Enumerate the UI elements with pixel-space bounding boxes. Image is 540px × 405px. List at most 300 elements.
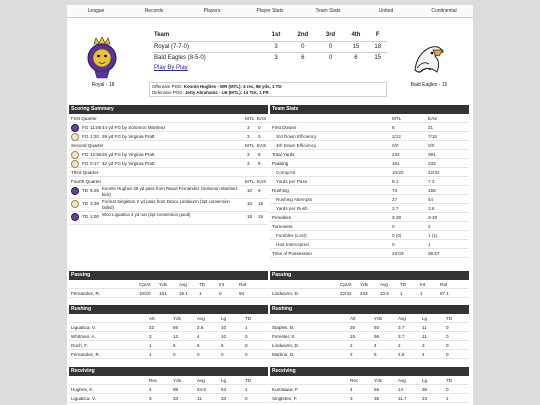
- passing-table-home: [69, 280, 268, 298]
- team-stat-mtl: 0: [392, 224, 395, 229]
- team-stat-row: [270, 204, 469, 213]
- away-q4: 6: [344, 52, 369, 63]
- quarter-header: [69, 177, 268, 186]
- scoring-summary-panel: [69, 105, 268, 225]
- nav-player-stats[interactable]: Player Stats: [256, 8, 284, 14]
- nav-league[interactable]: League: [87, 8, 105, 14]
- away-final: 15: [368, 52, 387, 63]
- rushing-stat: 0: [197, 352, 200, 357]
- play-eas-score: 3: [258, 134, 261, 139]
- home-team-name[interactable]: Royal: [154, 43, 170, 50]
- scoring-play-row[interactable]: [69, 123, 268, 132]
- play-description: Keonte Hughes 29 yd pass from Raoul Fernandez (Solomon Martinez kick): [102, 186, 238, 197]
- passing-col-rat: Rat: [239, 282, 247, 287]
- team-stat-eas: 36:57: [428, 251, 440, 256]
- team-stat-label: Passing: [272, 161, 289, 166]
- team-stat-label: Fumbles (Lost): [276, 233, 307, 238]
- team-stat-mtl: 0/0: [392, 143, 399, 148]
- team-stat-mtl: 234: [392, 152, 400, 157]
- rushing-panel-away: [270, 305, 469, 359]
- receiving-row: [69, 385, 268, 394]
- eas-header: EAS: [257, 116, 267, 121]
- rushing-stat: 3.7: [398, 325, 405, 330]
- eagles-team-icon: [71, 151, 79, 159]
- team-stats-eas-header: EAS: [428, 116, 438, 121]
- rushing-stat: 0: [245, 352, 248, 357]
- away-q1: 3: [264, 52, 288, 63]
- quarter-label: Third Quarter: [71, 170, 99, 175]
- team-stat-label: Yards per Rush: [276, 206, 308, 211]
- rushing-stat: 4: [374, 343, 377, 348]
- rushing-row: [270, 350, 469, 359]
- top-nav: [67, 5, 473, 18]
- rushing-stat: 2.5: [398, 352, 405, 357]
- team-stat-row: [270, 231, 469, 240]
- receiving-stat: 35: [374, 396, 380, 401]
- passing-row: [69, 289, 268, 298]
- team-stat-row: [270, 213, 469, 222]
- team-stats-body: [270, 123, 469, 258]
- rushing-stat: 6: [173, 343, 176, 348]
- rushing-stat: 11: [422, 325, 427, 330]
- team-stat-label: Time of Possession: [272, 251, 312, 256]
- team-stat-row: [270, 168, 469, 177]
- passing-col-cpat: Cp/At: [139, 282, 151, 287]
- away-team-record: (8-5-0): [187, 54, 206, 61]
- receiving-stat: 36: [422, 387, 428, 392]
- team-stat-eas: 2: [428, 224, 431, 229]
- mtl-header: MTL: [245, 143, 255, 148]
- offensive-pog-label: Offensive POG:: [152, 84, 183, 89]
- receiving-stat: 56: [374, 387, 380, 392]
- team-stat-eas: 233: [428, 161, 436, 166]
- passing-stat: 0: [219, 291, 222, 296]
- rushing-player-name[interactable]: Forester, S.: [272, 334, 296, 339]
- home-final: 18: [368, 41, 387, 52]
- rushing-col-att: Att: [350, 316, 356, 321]
- team-stat-eas: 44: [428, 197, 434, 202]
- receiving-stat: 23: [422, 396, 428, 401]
- scoring-play-row[interactable]: [69, 199, 268, 212]
- rushing-player-name[interactable]: Martino, D.: [272, 352, 295, 357]
- receiving-col-lg: Lg: [221, 378, 227, 383]
- rushing-stat: 2.5: [197, 325, 204, 330]
- team-stat-label: Rushing: [272, 188, 289, 193]
- team-stat-label: Turnovers: [272, 224, 293, 229]
- team-stat-mtl: 161: [392, 161, 400, 166]
- passing-panel-home: [69, 271, 268, 298]
- rushing-stat: 22: [149, 325, 155, 330]
- passing-col-avg: Avg: [179, 282, 187, 287]
- receiving-table-home: [69, 376, 268, 403]
- play-type: FG: [82, 125, 89, 130]
- scoring-play-row[interactable]: [69, 212, 268, 225]
- rushing-player-name[interactable]: Lindwurm, D.: [272, 343, 300, 348]
- play-mtl-score: 18: [247, 214, 253, 219]
- rushing-stat: 5: [374, 352, 377, 357]
- play-eas-score: 9: [258, 188, 261, 193]
- team-stat-eas: 3.6: [428, 206, 435, 211]
- team-stat-label: Comp/Att: [276, 170, 296, 175]
- rushing-stat: 56: [374, 334, 380, 339]
- receiving-stat: 4: [350, 387, 353, 392]
- receiving-row: [270, 385, 469, 394]
- passing-row: [270, 289, 469, 298]
- rushing-stat: 55: [173, 325, 179, 330]
- team-stat-eas: 158: [428, 188, 436, 193]
- team-stat-mtl: 2/12: [392, 134, 401, 139]
- rushing-stat: 0: [446, 334, 449, 339]
- rushing-table-away: [270, 314, 469, 359]
- passing-stat: 1: [420, 291, 423, 296]
- rushing-stat: 2: [350, 352, 353, 357]
- receiving-panel-home: [69, 367, 268, 403]
- play-description: 42 yd FG by Virginia Pratt: [102, 161, 155, 166]
- passing-stat: 233: [360, 291, 368, 296]
- receiving-stat: 14: [398, 387, 404, 392]
- nav-united[interactable]: United: [378, 8, 394, 14]
- scoring-play-row[interactable]: [69, 150, 268, 159]
- quarter-label: Second Quarter: [71, 143, 104, 148]
- rushing-title-home: Rushing: [69, 305, 268, 314]
- play-eas-score: 15: [258, 214, 264, 219]
- rushing-col-yds: Yds: [374, 316, 382, 321]
- play-mtl-score: 10: [247, 188, 253, 193]
- play-mtl-score: 3: [247, 134, 250, 139]
- play-time: 1:00: [90, 214, 99, 219]
- passing-panel-away: [270, 271, 469, 298]
- team-stat-label: Rushing Attempts: [276, 197, 313, 202]
- score-header-q1: 1st: [271, 32, 281, 39]
- play-mtl-score: 3: [247, 152, 250, 157]
- rushing-col-header: [270, 314, 469, 323]
- home-score-row: [152, 41, 387, 52]
- team-stats-title: Team Stats: [270, 105, 469, 114]
- team-stat-label: Penalties: [272, 215, 291, 220]
- nav-continental[interactable]: Continental: [431, 8, 457, 14]
- receiving-title-away: Receiving: [270, 367, 469, 376]
- receiving-stat: 1: [446, 396, 449, 401]
- receiving-panel-away: [270, 367, 469, 403]
- mtl-header: MTL: [245, 179, 255, 184]
- rushing-col-att: Att: [149, 316, 155, 321]
- rushing-row: [69, 341, 268, 350]
- receiving-stat: 33: [173, 396, 179, 401]
- receiving-col-avg: Avg: [398, 378, 406, 383]
- play-type: FG: [82, 134, 89, 139]
- team-stat-mtl: 8.1: [392, 179, 399, 184]
- rushing-stat: 1: [149, 343, 152, 348]
- play-time: 1:20: [90, 134, 99, 139]
- receiving-stat: 3: [149, 396, 152, 401]
- rushing-stat: 3: [422, 343, 425, 348]
- royal-lion-logo[interactable]: [85, 36, 119, 80]
- play-time: 12:56: [90, 152, 102, 157]
- receiving-player-name[interactable]: Singleton, F.: [272, 396, 298, 401]
- eagles-team-icon: [71, 133, 79, 141]
- play-eas-score: 9: [258, 161, 261, 166]
- team-stat-row: [270, 159, 469, 168]
- receiving-col-avg: Avg: [197, 378, 205, 383]
- quarter-header: [69, 141, 268, 150]
- rushing-col-avg: Avg: [398, 316, 406, 321]
- rushing-stat: 3.7: [398, 334, 405, 339]
- eagles-team-icon: [71, 160, 79, 168]
- team-stat-eas: 1: [428, 242, 431, 247]
- team-stat-label: Had Intercepted: [276, 242, 309, 247]
- rushing-stat: 15: [350, 334, 356, 339]
- passing-col-int: Int: [420, 282, 426, 287]
- rushing-title-away: Rushing: [270, 305, 469, 314]
- rushing-stat: 0: [173, 352, 176, 357]
- rushing-player-name[interactable]: Fernandez, R.: [71, 352, 101, 357]
- nav-team-stats[interactable]: Team Stats: [315, 8, 341, 14]
- receiving-row: [270, 394, 469, 403]
- team-stat-label: 4th Down Efficiency: [276, 143, 317, 148]
- passing-player-name[interactable]: Lindwurm, D.: [272, 291, 300, 296]
- eas-header: EAS: [257, 179, 267, 184]
- receiving-table-away: [270, 376, 469, 403]
- play-by-play-link[interactable]: Play By Play: [154, 65, 188, 71]
- play-type: FG: [82, 152, 89, 157]
- players-of-game: [149, 82, 387, 97]
- team-stats-panel: [270, 105, 469, 258]
- passing-col-td: TD: [199, 282, 206, 287]
- away-score-row: [152, 52, 387, 63]
- team-stat-row: [270, 132, 469, 141]
- passing-stat: 10/20: [139, 291, 151, 296]
- score-header-q2: 2nd: [297, 32, 309, 39]
- home-q2: 0: [288, 41, 318, 52]
- team-stat-mtl: 8: [392, 125, 395, 130]
- royal-team-icon: [71, 124, 79, 132]
- receiving-stat: 3: [350, 396, 353, 401]
- passing-stat: 10.6: [380, 291, 389, 296]
- receiving-col-rec: Rec: [149, 378, 158, 383]
- receiving-col-header: [270, 376, 469, 385]
- team-stat-mtl: 27: [392, 197, 398, 202]
- receiving-col-rec: Rec: [350, 378, 359, 383]
- rushing-player-name[interactable]: Doch, F.: [71, 343, 88, 348]
- passing-stat: 161: [159, 291, 167, 296]
- team-stat-mtl: 10/20: [392, 170, 404, 175]
- receiving-stat: 98: [173, 387, 179, 392]
- passing-col-header: [270, 280, 469, 289]
- rushing-row: [270, 323, 469, 332]
- team-stat-eas: 3-20: [428, 215, 438, 220]
- page: [67, 5, 473, 405]
- scoreboard: [152, 30, 387, 71]
- rushing-stat: 10: [221, 325, 227, 330]
- rushing-player-name[interactable]: Whitman, A.: [71, 334, 96, 339]
- home-q3: 0: [318, 41, 344, 52]
- team-stat-label: 3rd Down Efficiency: [276, 134, 317, 139]
- team-stat-eas: 1 (1): [428, 233, 438, 238]
- team-stat-mtl: 0 (0): [392, 233, 402, 238]
- receiving-player-name[interactable]: Kurosawa, F.: [272, 387, 299, 392]
- score-header-final: F: [375, 32, 380, 39]
- quarter-label: Fourth Quarter: [71, 179, 102, 184]
- team-stat-row: [270, 249, 469, 258]
- rushing-col-td: TD: [446, 316, 453, 321]
- team-stat-row: [270, 150, 469, 159]
- play-description: Woo Liguatica 4 yd run (2pt conversion good): [102, 212, 191, 217]
- away-team-caption: Bald Eagles - 15: [410, 82, 448, 88]
- quarter-header: [69, 114, 268, 123]
- quarter-header: [69, 168, 268, 177]
- rushing-stat: 6: [221, 343, 224, 348]
- quarter-label: First Quarter: [71, 116, 97, 121]
- team-stat-mtl: 3-20: [392, 215, 402, 220]
- receiving-stat: 11: [197, 396, 202, 401]
- passing-stat: 87.1: [440, 291, 449, 296]
- passing-col-int: Int: [219, 282, 225, 287]
- team-stat-row: [270, 186, 469, 195]
- passing-col-yds: Yds: [360, 282, 368, 287]
- rushing-stat: 0: [446, 325, 449, 330]
- team-stat-eas: 7.3: [428, 179, 435, 184]
- scoring-play-row[interactable]: [69, 186, 268, 199]
- rushing-col-lg: Lg: [221, 316, 227, 321]
- play-time: 0:17: [90, 161, 99, 166]
- rushing-player-name[interactable]: Staples, B.: [272, 325, 295, 330]
- passing-stat: 1: [400, 291, 403, 296]
- rushing-stat: 0: [221, 352, 224, 357]
- passing-title-home: Passing: [69, 271, 268, 280]
- home-q1: 3: [264, 41, 288, 52]
- passing-stat: 94: [239, 291, 245, 296]
- play-description: Forrest Singleton 2 yd pass from Draco Lindwurm (2pt conversion failed): [102, 199, 230, 210]
- mtl-header: MTL: [245, 116, 255, 121]
- play-mtl-score: 3: [247, 161, 250, 166]
- defensive-pog-value[interactable]: Jetty Abrahams - LB (MTL): 14 Tck, 1 FR: [184, 89, 269, 95]
- team-stat-mtl: 23:03: [392, 251, 404, 256]
- team-stat-mtl: 0: [392, 242, 395, 247]
- rushing-stat: 0: [245, 343, 248, 348]
- receiving-col-lg: Lg: [422, 378, 428, 383]
- team-stat-label: Yards per Pass: [276, 179, 308, 184]
- away-q2: 6: [288, 52, 318, 63]
- team-stats-mtl-header: MTL: [392, 116, 402, 121]
- eas-header: EAS: [257, 143, 267, 148]
- receiving-title-home: Receiving: [69, 367, 268, 376]
- receiving-stat: 53: [221, 387, 227, 392]
- rushing-stat: 0: [446, 352, 449, 357]
- play-description: 29 yd FG by Virginia Pratt: [102, 134, 155, 139]
- rushing-stat: 12: [173, 334, 179, 339]
- nav-players[interactable]: Players: [203, 8, 221, 14]
- passing-title-away: Passing: [270, 271, 469, 280]
- offensive-pog-value[interactable]: Keonte Hughes - WR (MTL): 4 rec, 98 yds, 1 TD: [183, 84, 282, 89]
- away-q3: 0: [318, 52, 344, 63]
- rushing-stat: 11: [422, 334, 427, 339]
- rushing-panel-home: [69, 305, 268, 359]
- rushing-row: [270, 341, 469, 350]
- receiving-stat: 4: [149, 387, 152, 392]
- passing-player-name[interactable]: Fernandez, R.: [71, 291, 101, 296]
- play-type: TD: [82, 214, 89, 219]
- receiving-stat: 33: [221, 396, 227, 401]
- receiving-stat: 0: [446, 387, 449, 392]
- play-eas-score: 6: [258, 152, 261, 157]
- scoring-play-row[interactable]: [69, 132, 268, 141]
- home-q4: 15: [344, 41, 369, 52]
- team-stat-row: [270, 222, 469, 231]
- receiving-col-yds: Yds: [173, 378, 181, 383]
- play-mtl-score: 3: [247, 125, 250, 130]
- team-stat-mtl: 73: [392, 188, 398, 193]
- team-stat-eas: 22/32: [428, 170, 440, 175]
- rushing-player-name[interactable]: Liguatica, V.: [71, 325, 96, 330]
- receiving-col-header: [69, 376, 268, 385]
- rushing-row: [270, 332, 469, 341]
- bald-eagle-logo[interactable]: [411, 40, 447, 80]
- home-team-record: (7-7-0): [171, 43, 190, 50]
- rushing-stat: 1: [149, 352, 152, 357]
- rushing-stat: 6: [197, 343, 200, 348]
- team-stat-eas: 7/15: [428, 134, 437, 139]
- team-stat-eas: 391: [428, 152, 436, 157]
- passing-col-cpat: Cp/At: [340, 282, 352, 287]
- team-stat-eas: 21: [428, 125, 434, 130]
- away-team-name[interactable]: Bald Eagles: [154, 54, 187, 61]
- passing-col-avg: Avg: [380, 282, 388, 287]
- rushing-stat: 3: [149, 334, 152, 339]
- play-type: FG: [82, 161, 89, 166]
- rushing-table-home: [69, 314, 268, 359]
- scoring-summary-body: [69, 114, 268, 225]
- rushing-stat: 25: [350, 325, 356, 330]
- scoring-summary-title: Scoring Summary: [69, 105, 268, 114]
- team-stat-row: [270, 240, 469, 249]
- nav-records[interactable]: Records: [144, 8, 164, 14]
- team-stat-label: First Downs: [272, 125, 297, 130]
- play-type: TD: [82, 188, 89, 193]
- team-stat-label: Total Yards: [272, 152, 295, 157]
- team-stat-eas: 0/0: [428, 143, 435, 148]
- play-eas-score: 15: [258, 201, 264, 206]
- royal-team-icon: [71, 213, 79, 221]
- team-stat-mtl: 2.7: [392, 206, 399, 211]
- play-time: 11:06: [90, 125, 102, 130]
- rushing-row: [69, 350, 268, 359]
- play-eas-score: 0: [258, 125, 261, 130]
- eagles-team-icon: [71, 200, 79, 208]
- receiving-player-name[interactable]: Hughes, K.: [71, 387, 94, 392]
- rushing-row: [69, 323, 268, 332]
- passing-stat: 1: [199, 291, 202, 296]
- defensive-pog-label: Defensive POG:: [152, 89, 184, 95]
- passing-col-header: [69, 280, 268, 289]
- receiving-row: [69, 394, 268, 403]
- rushing-stat: 10: [221, 334, 227, 339]
- rushing-stat: 2: [398, 343, 401, 348]
- rushing-stat: 0: [245, 334, 248, 339]
- receiving-col-td: TD: [446, 378, 453, 383]
- play-time: 3:39: [90, 201, 99, 206]
- scoring-play-row[interactable]: [69, 159, 268, 168]
- team-stat-row: [270, 177, 469, 186]
- receiving-stat: 1: [245, 387, 248, 392]
- team-stat-row: [270, 123, 469, 132]
- score-header-q3: 3rd: [325, 32, 336, 39]
- play-description: 44 yd FG by Solomon Martinez: [102, 125, 166, 130]
- play-mtl-score: 10: [247, 201, 253, 206]
- rushing-stat: 0: [446, 343, 449, 348]
- receiving-stat: 11.7: [398, 396, 407, 401]
- rushing-row: [69, 332, 268, 341]
- receiving-player-name[interactable]: Liguatica, V.: [71, 396, 96, 401]
